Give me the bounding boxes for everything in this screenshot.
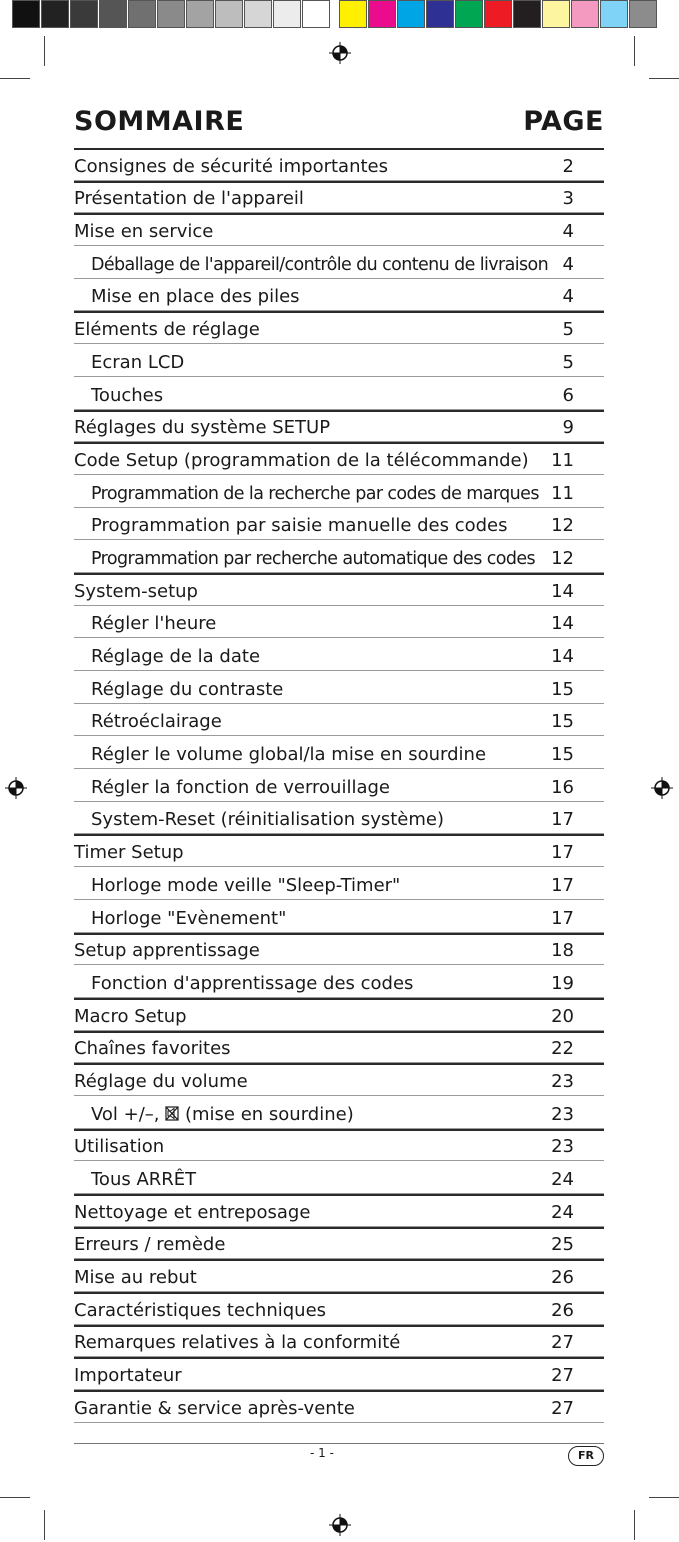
toc-entry-label	[91, 1104, 354, 1125]
footer-divider	[74, 1443, 604, 1444]
toc-entry-page: 14	[551, 613, 574, 635]
toc-entry-page: 23	[551, 1136, 574, 1158]
toc-entry-label: Tous ARRÊT	[91, 1169, 197, 1190]
toc-entry[interactable]	[74, 475, 604, 508]
toc-entry-page: 17	[551, 809, 574, 831]
toc-entry-label: Réglage de la date	[91, 646, 261, 667]
gray-swatch	[41, 0, 69, 28]
toc-entry[interactable]	[74, 148, 604, 181]
toc-entry-label: Programmation par recherche automatique des codes	[91, 548, 536, 569]
registration-mark-icon	[329, 42, 351, 64]
toc-entry-label: Chaînes favorites	[74, 1038, 231, 1060]
toc-entry-page: 27	[551, 1397, 574, 1419]
toc-entry-label: Horloge mode veille "Sleep-Timer"	[91, 874, 401, 896]
color-swatch	[600, 0, 628, 28]
toc-entry-page: 17	[551, 874, 574, 896]
toc-entry-page: 27	[551, 1365, 574, 1387]
toc-entry-label: System-Reset (réinitialisation système)	[91, 809, 445, 831]
gray-swatch	[273, 0, 301, 28]
gray-swatch	[186, 0, 214, 28]
toc-entry-label: Ecran LCD	[91, 351, 185, 373]
toc-entry-page: 15	[551, 678, 574, 700]
gray-swatch	[128, 0, 156, 28]
color-swatch	[542, 0, 570, 28]
toc-entry[interactable]	[74, 900, 604, 933]
toc-entry-page: 12	[551, 515, 574, 537]
registration-mark-icon	[5, 777, 27, 799]
toc-entry-label: Erreurs / remède	[74, 1234, 226, 1256]
toc-entry[interactable]	[74, 377, 604, 410]
toc-entry-label: Présentation de l'appareil	[74, 188, 304, 210]
toc-entry-label: Touches	[91, 384, 164, 406]
crop-mark	[0, 78, 30, 79]
toc-entry[interactable]	[74, 246, 604, 279]
page-title: SOMMAIRE	[74, 106, 245, 137]
toc-entry[interactable]	[74, 1031, 604, 1064]
color-swatch	[455, 0, 483, 28]
toc-entry-page: 26	[551, 1299, 574, 1321]
toc-entry[interactable]	[74, 965, 604, 998]
color-swatch	[339, 0, 367, 28]
toc-entry[interactable]	[74, 213, 604, 246]
toc-entry-label: Réglage du contraste	[91, 678, 284, 700]
toc-entry[interactable]	[74, 181, 604, 214]
color-swatch	[397, 0, 425, 28]
toc-entry-page: 4	[562, 253, 574, 275]
toc-entry-label: Déballage de l'appareil/contrôle du contenu de livraison	[91, 254, 549, 275]
toc-entry-label: Caractéristiques techniques	[74, 1299, 327, 1321]
toc-entry-page: 4	[562, 286, 574, 308]
gray-swatch	[99, 0, 127, 28]
toc-entry[interactable]	[74, 1325, 604, 1358]
toc-entry-page: 17	[551, 842, 574, 864]
toc-entry[interactable]	[74, 442, 604, 475]
crop-mark	[649, 78, 679, 79]
toc-entry-page: 12	[551, 547, 574, 569]
toc-entry-page: 2	[562, 155, 574, 177]
toc-entry[interactable]	[74, 1063, 604, 1096]
crop-mark	[634, 1510, 635, 1540]
toc-entry-page: 17	[551, 907, 574, 929]
toc-entry-label-text: Vol +/–,	[91, 1103, 166, 1125]
toc-entry[interactable]	[74, 736, 604, 769]
toc-entry-page: 5	[562, 351, 574, 373]
toc-entry[interactable]	[74, 638, 604, 671]
crop-mark	[44, 1510, 45, 1540]
toc-entry-page: 24	[551, 1169, 574, 1190]
toc-entry-label: Eléments de réglage	[74, 319, 260, 341]
toc-entry[interactable]	[74, 867, 604, 900]
crop-mark	[0, 1497, 30, 1498]
language-badge: FR	[568, 1446, 604, 1466]
color-swatch	[571, 0, 599, 28]
crop-mark	[634, 36, 635, 66]
toc-entry[interactable]	[74, 311, 604, 344]
toc-entry-page: 26	[551, 1267, 574, 1289]
toc-entry[interactable]	[74, 1390, 604, 1423]
toc-entry-label: Fonction d'apprentissage des codes	[91, 972, 414, 994]
toc-entry-label: Garantie & service après-vente	[74, 1397, 355, 1419]
toc-entry-page: 14	[551, 580, 574, 602]
gray-swatch	[215, 0, 243, 28]
toc-entry-label: Utilisation	[74, 1136, 165, 1158]
toc-entry-label: Mise au rebut	[74, 1267, 197, 1289]
toc-entry-page: 23	[551, 1103, 574, 1125]
toc-entry[interactable]	[74, 1194, 604, 1227]
color-swatch	[368, 0, 396, 28]
toc-entry-page: 18	[551, 940, 574, 962]
toc-entry-page: 25	[551, 1234, 574, 1256]
toc-entry-label: Code Setup (programmation de la télécommande)	[74, 449, 529, 471]
toc-entry-page: 20	[551, 1005, 574, 1027]
registration-mark-icon	[651, 777, 673, 799]
toc-entry-label: System-setup	[74, 580, 198, 602]
gray-swatch	[70, 0, 98, 28]
toc-entry-page: 4	[562, 221, 574, 243]
toc-entry-page: 11	[551, 482, 574, 504]
toc-entry-label: Macro Setup	[74, 1005, 187, 1027]
page-column-label: PAGE	[523, 106, 604, 137]
toc-entry-label: Réglage du volume	[74, 1070, 248, 1092]
toc-entry[interactable]	[74, 671, 604, 704]
toc-entry-label: Régler la fonction de verrouillage	[91, 776, 390, 798]
toc-entry[interactable]	[74, 1259, 604, 1292]
color-swatch	[484, 0, 512, 28]
toc-entry-page: 9	[562, 417, 574, 439]
gray-swatch	[157, 0, 185, 28]
toc-entry[interactable]	[74, 606, 604, 639]
toc-entry-page: 24	[551, 1201, 574, 1223]
page-number: - 1 -	[310, 1446, 334, 1460]
toc-header	[74, 106, 604, 142]
toc-entry[interactable]	[74, 573, 604, 606]
toc-entry-page: 15	[551, 711, 574, 733]
toc-entry[interactable]	[74, 1161, 604, 1194]
toc-entry[interactable]	[74, 279, 604, 312]
color-calibration-bar	[12, 0, 658, 32]
toc-entry-page: 5	[562, 319, 574, 341]
toc-entry[interactable]	[74, 410, 604, 443]
toc-entry-label: Régler l'heure	[91, 613, 217, 635]
toc-entry-label: Mise en place des piles	[91, 286, 300, 308]
toc-entry-page: 27	[551, 1332, 574, 1354]
color-swatch	[513, 0, 541, 28]
toc-entry[interactable]	[74, 1292, 604, 1325]
toc-entry-label: Importateur	[74, 1365, 182, 1387]
toc-entry[interactable]	[74, 1129, 604, 1162]
toc-entry-page: 6	[562, 384, 574, 406]
color-swatch	[629, 0, 657, 28]
toc-entry-label: Setup apprentissage	[74, 940, 260, 962]
toc-entry-label: Consignes de sécurité importantes	[74, 155, 388, 177]
toc-entry-label: Mise en service	[74, 221, 214, 243]
toc-entry-label: Nettoyage et entreposage	[74, 1201, 311, 1223]
toc-entry[interactable]	[74, 540, 604, 573]
toc-entry-label: Remarques relatives à la conformité	[74, 1332, 401, 1354]
mute-icon	[165, 1106, 179, 1121]
toc-entry-page: 14	[551, 646, 574, 667]
toc-entry-label-suffix: (mise en sourdine)	[179, 1103, 354, 1125]
toc-entry-page: 19	[551, 972, 574, 994]
toc-entry[interactable]	[74, 933, 604, 966]
toc-entry-label: Programmation par saisie manuelle des codes	[91, 515, 508, 537]
toc-entry[interactable]	[74, 704, 604, 737]
toc-entry[interactable]	[74, 1227, 604, 1260]
toc-entry-page: 22	[551, 1038, 574, 1060]
toc-entry[interactable]	[74, 1357, 604, 1390]
toc-entry[interactable]	[74, 769, 604, 802]
crop-mark	[649, 1497, 679, 1498]
toc-entry[interactable]	[74, 802, 604, 835]
toc-entry[interactable]	[74, 344, 604, 377]
toc-entry[interactable]	[74, 834, 604, 867]
table-of-contents	[74, 148, 604, 1423]
toc-entry-label: Timer Setup	[74, 842, 184, 864]
toc-entry-label: Réglages du système SETUP	[74, 417, 331, 439]
crop-mark	[44, 36, 45, 66]
toc-entry-page: 15	[551, 744, 574, 766]
toc-entry-page: 23	[551, 1070, 574, 1092]
toc-entry-page: 16	[551, 776, 574, 798]
toc-entry[interactable]	[74, 998, 604, 1031]
toc-entry-label: Horloge "Evènement"	[91, 907, 287, 929]
gray-swatch	[244, 0, 272, 28]
toc-entry[interactable]	[74, 508, 604, 541]
gray-swatch	[12, 0, 40, 28]
swatch-gap	[331, 0, 339, 32]
registration-mark-icon	[329, 1514, 351, 1536]
toc-entry-label: Régler le volume global/la mise en sourdine	[91, 744, 487, 766]
gray-swatch	[302, 0, 330, 28]
color-swatch	[426, 0, 454, 28]
toc-entry-page: 11	[551, 449, 574, 471]
toc-entry-label: Programmation de la recherche par codes de marques	[91, 483, 539, 504]
toc-entry-page: 3	[562, 188, 574, 210]
toc-entry[interactable]	[74, 1096, 604, 1129]
toc-entry-label: Rétroéclairage	[91, 711, 222, 733]
